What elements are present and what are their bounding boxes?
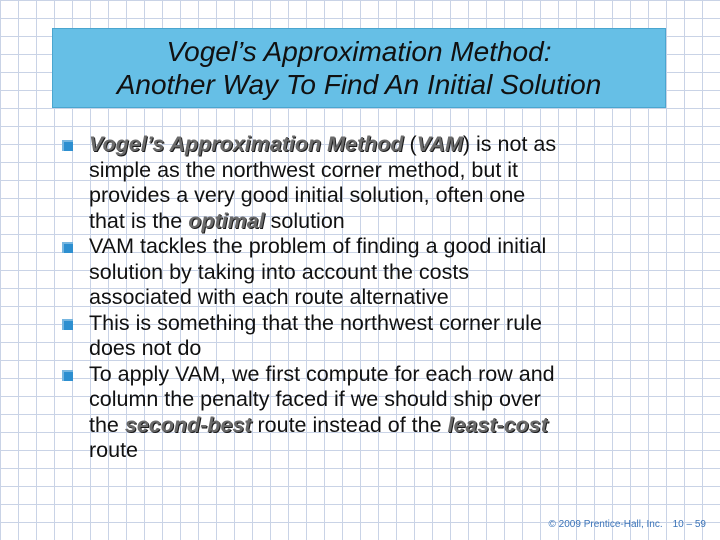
- page-number: 10 – 59: [672, 519, 706, 530]
- bullet-text: solution: [264, 208, 345, 233]
- emphasized-term: Vogel’s Approximation Method: [89, 132, 404, 156]
- emphasized-term: optimal: [188, 208, 265, 233]
- bullet-list: [62, 132, 672, 464]
- bullet-item: [62, 132, 672, 234]
- bullet-text: (: [403, 132, 417, 156]
- bullet-text: VAM tackles the problem of finding a good initial solution by taking into account the costs associated with each route alternative: [89, 234, 547, 309]
- bullet-text: route: [89, 438, 139, 462]
- slide-footer: [549, 519, 706, 530]
- slide-title-line-1: Vogel’s Approximation Method:: [166, 36, 552, 67]
- slide-title-line-2: Another Way To Find An Initial Solution: [116, 69, 602, 100]
- bullet-text: route instead of the: [251, 412, 448, 437]
- emphasized-term: least-cost: [447, 412, 548, 437]
- square-bullet-icon: [62, 242, 73, 253]
- bullet-item: [62, 362, 672, 464]
- emphasized-term: VAM: [416, 132, 463, 156]
- bullet-text: This is something that the northwest corner rule does not do: [89, 310, 542, 360]
- square-bullet-icon: [62, 140, 73, 151]
- emphasized-term: second-best: [124, 412, 252, 437]
- square-bullet-icon: [62, 370, 73, 381]
- copyright-notice: © 2009 Prentice-Hall, Inc.: [548, 519, 663, 530]
- bullet-text: To apply VAM, we first compute for each row and column the penalty faced if we should ship over the: [89, 361, 555, 437]
- bullet-item: [62, 234, 672, 311]
- bullet-text: ) is not as simple as the northwest corner method, but it provides a very good initial solution, often one that is the: [89, 132, 557, 233]
- slide-title-box: [52, 28, 666, 108]
- bullet-item: [62, 311, 672, 362]
- square-bullet-icon: [62, 319, 73, 330]
